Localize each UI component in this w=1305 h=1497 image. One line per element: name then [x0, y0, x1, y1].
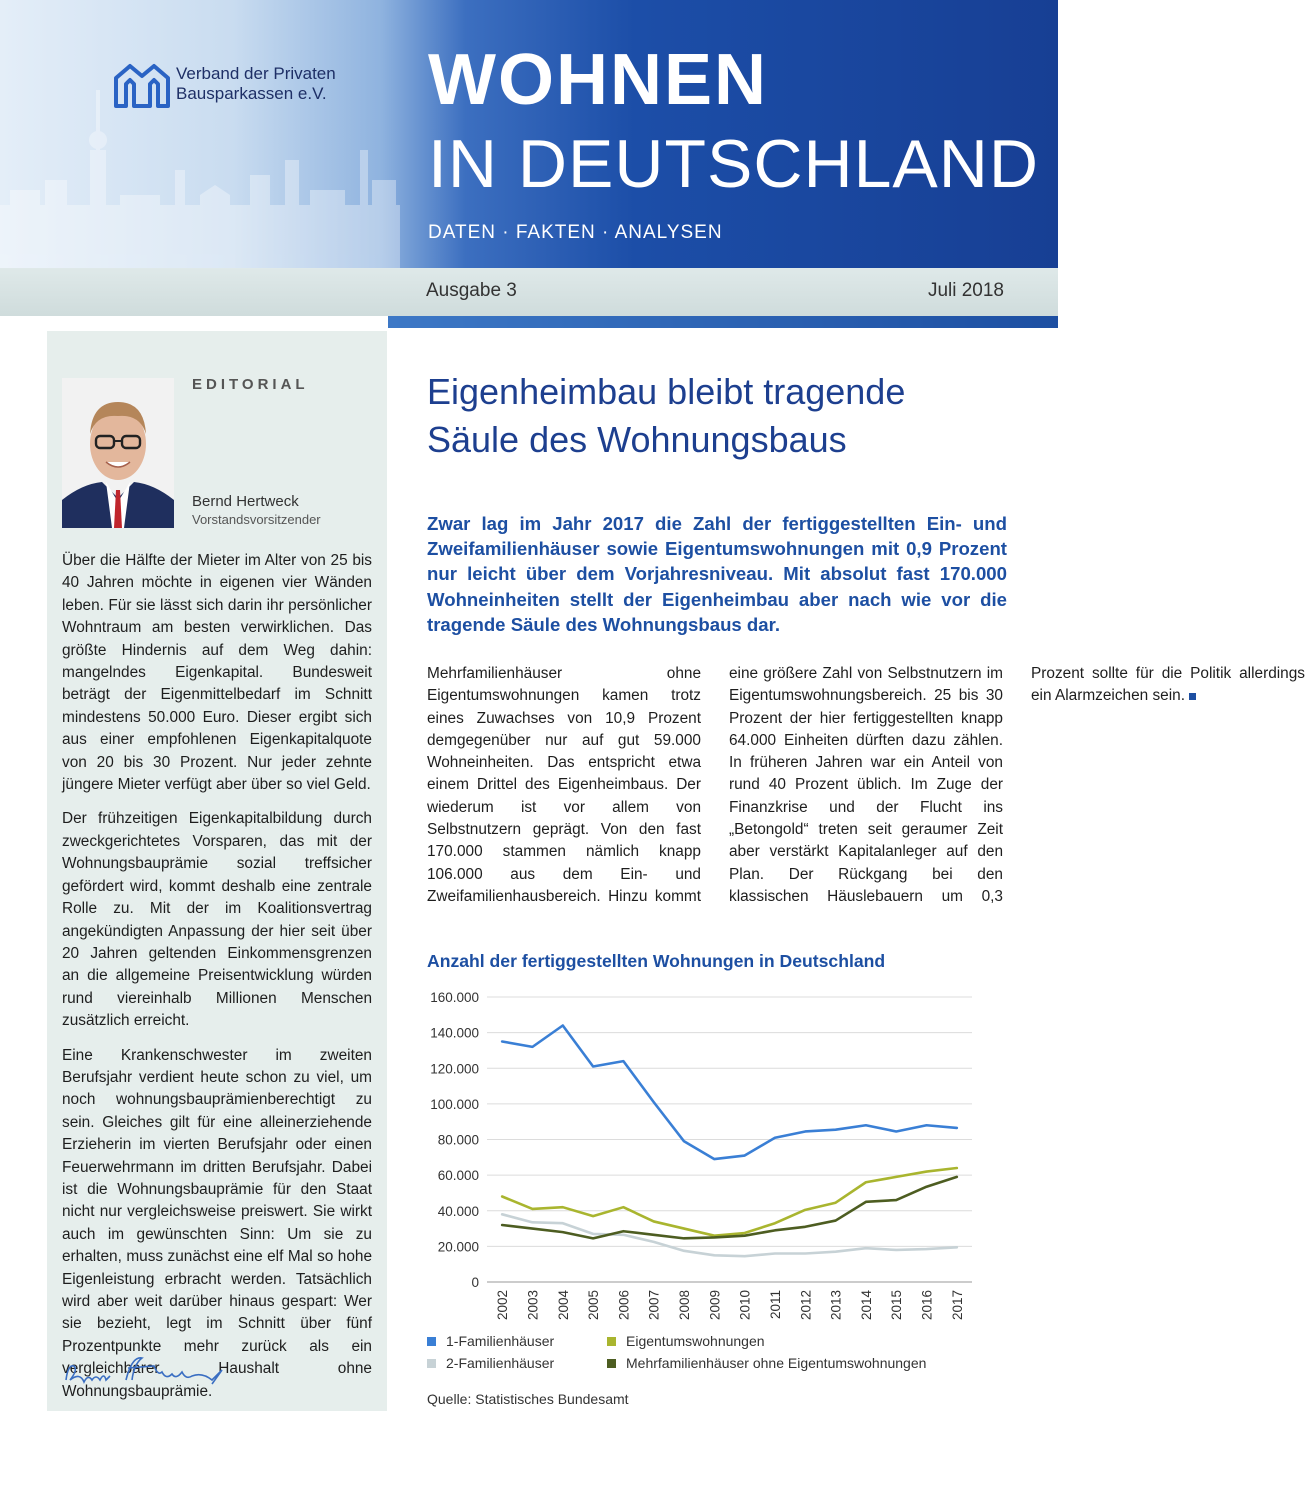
publication-title-line2: IN DEUTSCHLAND — [428, 126, 1039, 202]
x-tick-label: 2009 — [707, 1290, 723, 1321]
x-tick-label: 2007 — [646, 1290, 662, 1321]
article-body-text: Mehrfamilienhäuser ohne Eigentumswohnungen kamen trotz eines Zuwachses von 10,9 Prozent demgegenüber nur auf gut 59.000 Wohneinheiten. Das entspricht etwa einem Drittel des Eigenheimbaus. Der wiederum ist vor allem von Selbstnutzern geprägt. Von den fast 170.000 stammen nämlich knapp 106.000 aus dem Ein- und Zweifamilienhausbereich. Hinzu kommt eine größere Zahl von Selbstnutzern im Eigentumswohnungsbereich. 25 bis 30 Prozent der hier fertiggestellten knapp 64.000 Einheiten dürften dazu zählen. In früheren Jahren war ein Anteil von rund 40 Prozent üblich. Im Zuge der Finanzkrise und der Flucht ins „Betongold“ treten seit geraumer Zeit aber verstärkt Kapitalanleger auf den Plan. Der Rückgang bei den klassischen Häuslebauern um 0,3 Prozent sollte für die Politik allerdings ein Alarmzeichen sein. — [427, 665, 1305, 905]
legend-item — [427, 1333, 554, 1349]
editorial-paragraph: Eine Krankenschwester im zweiten Berufsjahr verdient heute schon zu viel, um noch wohnungsbauprämienberechtigt zu sein. Gleiches gilt für eine alleinerziehende Erzieherin im vierten Berufsjahr oder einen Feuerwehrmann im dritten Berufsjahr. Dabei ist die Wohnungsbauprämie für den Staat nicht nur vergleichsweise preiswert. Sie wirkt auch im gewünschten Sinn: Um sie zu erhalten, muss zunächst eine elf Mal so hohe Eigenleistung erbracht werden. Tatsächlich wird aber weit darüber hinaus gespart: Wer sie bezieht, legt im Schnitt über fünf Prozentpunkte mehr zurück als ein vergleichbarer Haushalt ohne Wohnungsbauprämie. — [62, 1046, 372, 1400]
legend-label: Eigentumswohnungen — [626, 1333, 765, 1349]
legend-swatch — [427, 1337, 436, 1346]
organization-name — [176, 64, 336, 104]
end-mark-icon — [1189, 693, 1196, 700]
x-tick-label: 2016 — [919, 1290, 935, 1321]
x-tick-label: 2014 — [858, 1290, 874, 1321]
x-tick-label: 2011 — [767, 1290, 783, 1320]
author-portrait — [62, 378, 174, 528]
article-headline-line2: Säule des Wohnungsbaus — [427, 419, 847, 460]
x-tick-label: 2002 — [495, 1290, 511, 1321]
y-tick-label: 60.000 — [437, 1168, 479, 1184]
chart-title: Anzahl der fertiggestellten Wohnungen in Deutschland — [427, 951, 886, 971]
x-tick-label: 2008 — [677, 1290, 693, 1321]
editorial-text — [62, 550, 372, 1415]
organization-name-line1: Verband der Privaten — [176, 64, 336, 83]
editorial-label: EDITORIAL — [192, 376, 309, 393]
chart-source: Quelle: Statistisches Bundesamt — [427, 1391, 629, 1407]
editorial-paragraph: Der frühzeitigen Eigenkapitalbildung durch zweckgerichtetes Vorsparen, das mit der Wohnungsbauprämie sozial treffsicher gefördert wird, kommt deshalb eine zentrale Rolle zu. Mit der im Koalitionsvertrag angekündigten Anpassung der hier seit über 20 Jahren geltenden Einkommensgrenzen an die allgemeine Preisentwicklung würden rund viereinhalb Millionen Menschen zusätzlich erreicht. — [62, 810, 372, 1030]
line-chart — [427, 985, 1007, 1320]
author-role: Vorstandsvorsitzender — [192, 512, 321, 527]
x-tick-label: 2004 — [555, 1290, 571, 1321]
legend-label: Mehrfamilienhäuser ohne Eigentumswohnungen — [626, 1355, 927, 1371]
article-body — [427, 663, 1305, 911]
x-tick-label: 2013 — [828, 1290, 844, 1321]
publication-title-line1: WOHNEN — [428, 40, 768, 120]
y-tick-label: 80.000 — [437, 1132, 479, 1148]
legend-swatch — [607, 1359, 616, 1368]
accent-stripe — [388, 316, 1058, 328]
x-tick-label: 2017 — [949, 1290, 965, 1321]
article-lead: Zwar lag im Jahr 2017 die Zahl der fertiggestellten Ein- und Zweifamilienhäuser sowie Eigentumswohnungen mit 0,9 Prozent nur leicht über dem Vorjahresniveau. Mit absolut fast 170.000 Wohneinheiten stellt der Eigenheimbau aber nach wie vor die tragende Säule des Wohnungsbaus dar. — [427, 513, 1007, 635]
legend-swatch — [427, 1359, 436, 1368]
y-tick-label: 20.000 — [437, 1239, 479, 1255]
x-tick-label: 2005 — [586, 1290, 602, 1321]
article-headline-line1: Eigenheimbau bleibt tragende — [427, 371, 906, 412]
city-skyline-illustration — [0, 0, 400, 268]
issue-number: Ausgabe 3 — [426, 280, 517, 301]
editorial-paragraph: Über die Hälfte der Mieter im Alter von 25 bis 40 Jahren möchte in eigenen vier Wänden leben. Für sie lässt sich darin ihr persönlicher Wohntraum am besten verwirklichen. Das größte Hindernis auf dem Weg dahin: mangelndes Eigenkapital. Bundesweit beträgt der Eigenmittelbedarf im Schnitt mindestens 50.000 Euro. Dieser ergibt sich aus einer empfohlenen Eigenkapitalquote von 20 bis 30 Prozent. Nur jeder zehnte jüngere Mieter verfügt aber über so viel Geld. — [62, 552, 372, 794]
house-logo-icon — [112, 62, 172, 108]
article-headline — [427, 368, 1027, 464]
y-tick-label: 40.000 — [437, 1203, 479, 1219]
masthead — [0, 0, 1058, 268]
y-tick-label: 160.000 — [430, 990, 479, 1005]
chart-legend — [427, 1333, 987, 1379]
y-tick-label: 120.000 — [430, 1061, 479, 1077]
x-tick-label: 2006 — [616, 1290, 632, 1321]
x-tick-label: 2012 — [798, 1290, 814, 1321]
legend-item — [607, 1333, 765, 1349]
legend-swatch — [607, 1337, 616, 1346]
legend-item — [607, 1355, 926, 1371]
x-tick-label: 2015 — [889, 1290, 905, 1321]
organization-name-line2: Bausparkassen e.V. — [176, 84, 327, 103]
series-line — [502, 1177, 957, 1238]
issue-bar — [0, 268, 1058, 316]
legend-label: 1-Familienhäuser — [446, 1333, 555, 1349]
y-tick-label: 100.000 — [430, 1096, 479, 1112]
y-tick-label: 140.000 — [430, 1025, 479, 1041]
handwritten-signature — [62, 1350, 242, 1396]
issue-date: Juli 2018 — [927, 280, 1004, 301]
x-tick-label: 2010 — [737, 1290, 753, 1321]
author-name: Bernd Hertweck — [192, 493, 299, 510]
publication-subtitle: DATEN · FAKTEN · ANALYSEN — [428, 222, 723, 243]
legend-label: 2-Familienhäuser — [446, 1355, 555, 1371]
x-tick-label: 2003 — [525, 1290, 541, 1321]
legend-item — [427, 1355, 554, 1371]
y-tick-label: 0 — [471, 1275, 479, 1290]
